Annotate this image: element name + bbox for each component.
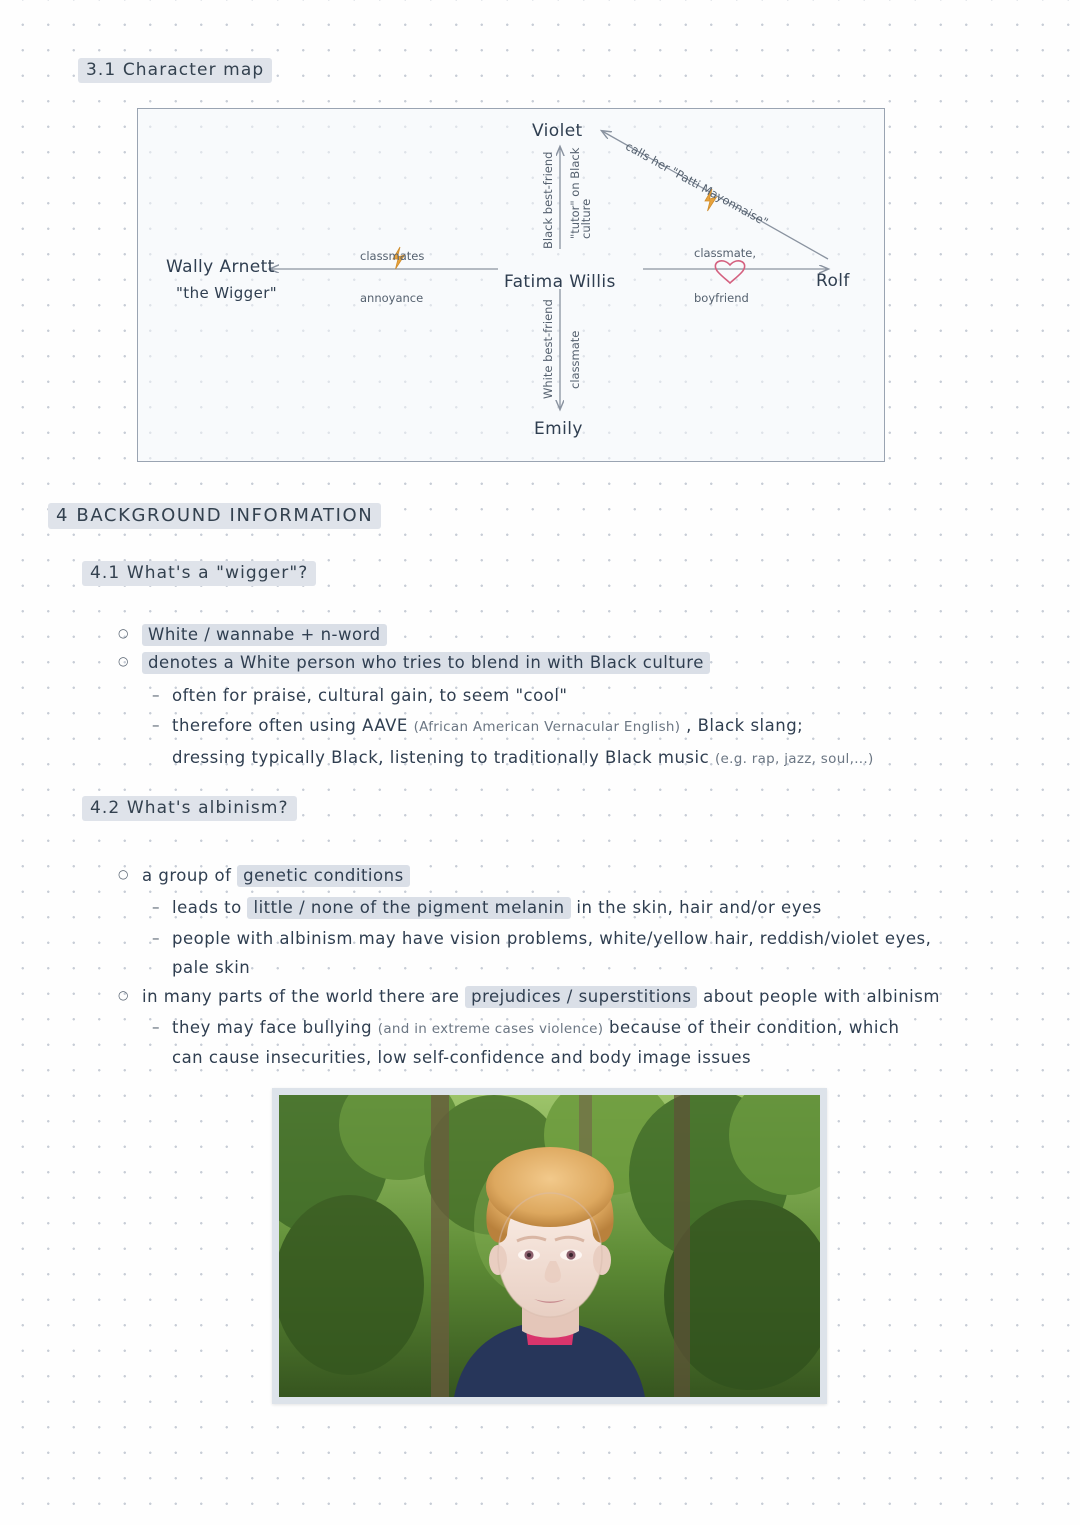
node-wally: Wally Arnett: [166, 257, 275, 277]
wigger-bullet-4-after: , Black slang;: [686, 716, 804, 735]
node-fatima: Fatima Willis: [504, 272, 616, 292]
node-wally-alias: "the Wigger": [176, 284, 278, 302]
edge-label-emily-classmate: classmate: [568, 330, 582, 389]
albinism-bullet-1-before: a group of: [142, 866, 238, 885]
dash-marker: –: [152, 898, 160, 916]
albinism-bullet-5-before: in many parts of the world there are: [142, 987, 466, 1006]
heading-character-map-label: 3.1 Character map: [78, 58, 272, 83]
albinism-bullet-4: pale skin: [172, 958, 251, 977]
wigger-bullet-1: White / wannabe + n-word: [142, 625, 387, 644]
albinism-bullet-5: [142, 987, 940, 1006]
wigger-bullet-4-aside: (African American Vernacular English): [413, 719, 681, 735]
bullet-marker: ○: [118, 626, 129, 640]
heart-icon: [715, 261, 744, 283]
node-rolf: Rolf: [816, 271, 850, 291]
heading-background-information-label: 4 BACKGROUND INFORMATION: [48, 503, 381, 529]
edge-label-rolf-classmate: classmate,: [694, 246, 757, 260]
wigger-bullet-5-main: dressing typically Black, listening to traditionally Black music: [172, 748, 710, 767]
dash-marker: –: [152, 716, 160, 734]
bullet-marker: ○: [118, 988, 129, 1002]
wigger-bullet-4: [172, 716, 803, 735]
edge-label-patti-mayonnaise: calls her "Patti Mayonnaise": [623, 139, 771, 230]
node-emily: Emily: [534, 419, 583, 439]
heading-background-information: [48, 505, 381, 526]
wigger-bullet-3: often for praise, cultural gain, to seem "cool": [172, 686, 568, 705]
dash-marker: –: [152, 929, 160, 947]
albinism-bullet-1: [142, 866, 410, 885]
edge-label-rolf-boyfriend: boyfriend: [694, 291, 749, 305]
albinism-bullet-6-before: they may face bullying: [172, 1018, 378, 1037]
wigger-bullet-2: denotes a White person who tries to blend in with Black culture: [142, 653, 710, 672]
albinism-bullet-6-aside: (and in extreme cases violence): [377, 1021, 604, 1037]
albinism-bullet-6: [172, 1018, 899, 1037]
bullet-marker: ○: [118, 654, 129, 668]
dash-marker: –: [152, 686, 160, 704]
heading-wigger: [82, 563, 316, 583]
albinism-bullet-7: can cause insecurities, low self-confidence and body image issues: [172, 1048, 752, 1067]
edge-label-wally-annoyance: annoyance: [360, 291, 424, 305]
bullet-marker: ○: [118, 867, 129, 881]
albinism-bullet-2-before: leads to: [172, 898, 248, 917]
albinism-bullet-5-marked: prejudices / superstitions: [465, 986, 697, 1008]
wigger-bullet-5: [172, 748, 874, 767]
albinism-bullet-2: [172, 898, 822, 917]
character-map-diagram: [137, 108, 885, 462]
heading-albinism-label: 4.2 What's albinism?: [82, 796, 297, 821]
albinism-bullet-1-marked: genetic conditions: [237, 865, 410, 887]
heading-character-map: [78, 60, 272, 80]
photo-frame: [272, 1088, 827, 1404]
dash-marker: –: [152, 1018, 160, 1036]
edge-label-emily-white-best-friend: White best-friend: [541, 299, 555, 399]
albinism-bullet-2-marked: little / none of the pigment melanin: [247, 897, 570, 919]
albinism-bullet-3: people with albinism may have vision problems, white/yellow hair, reddish/violet eyes,: [172, 929, 932, 948]
portrait-person-with-albinism: [279, 1095, 820, 1397]
wigger-bullet-4-main: therefore often using AAVE: [172, 716, 408, 735]
albinism-bullet-6-after: because of their condition, which: [603, 1018, 900, 1037]
edge-label-violet-black-best-friend: Black best-friend: [541, 151, 555, 249]
wigger-bullet-5-aside: (e.g. rap, jazz, soul,...): [714, 751, 874, 767]
heading-albinism: [82, 798, 297, 818]
edge-label-violet-tutor: "tutor" on Black culture: [568, 147, 593, 239]
portrait-illustration: [279, 1095, 820, 1397]
heading-wigger-label: 4.1 What's a "wigger"?: [82, 561, 316, 586]
edge-label-wally-classmates: classmates: [360, 249, 425, 263]
albinism-bullet-5-after: about people with albinism: [697, 987, 940, 1006]
albinism-bullet-2-after: in the skin, hair and/or eyes: [570, 898, 822, 917]
node-violet: Violet: [532, 121, 583, 141]
